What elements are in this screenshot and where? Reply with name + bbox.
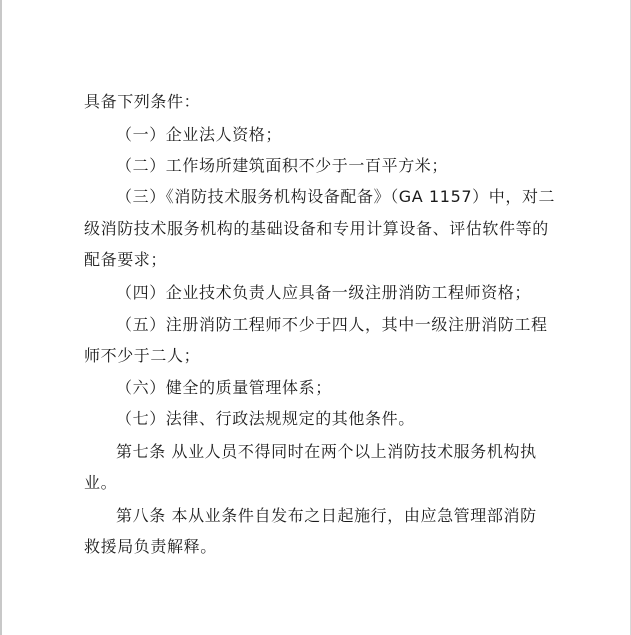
text-line-item-3-cont-1: 级消防技术服务机构的基础设备和专用计算设备、评估软件等的 — [84, 219, 549, 238]
text-line-article-8: 第八条 本从业条件自发布之日起施行，由应急管理部消防 — [116, 506, 537, 525]
text-line-item-6: （六）健全的质量管理体系； — [116, 378, 332, 397]
text-line-conditions-intro: 具备下列条件： — [84, 92, 201, 111]
text-line-item-5: （五）注册消防工程师不少于四人，其中一级注册消防工程 — [116, 315, 548, 334]
text-line-article-7: 第七条 从业人员不得同时在两个以上消防技术服务机构执 — [116, 442, 537, 461]
text-line-item-7: （七）法律、行政法规规定的其他条件。 — [116, 409, 415, 428]
text-line-item-4: （四）企业技术负责人应具备一级注册消防工程师资格； — [116, 283, 532, 302]
text-line-article-8-cont: 救援局负责解释。 — [84, 537, 217, 556]
text-line-item-3-cont-2: 配备要求； — [84, 250, 168, 269]
text-line-item-2: （二）工作场所建筑面积不少于一百平方米； — [116, 156, 449, 175]
page-left-border — [0, 0, 2, 635]
text-line-item-3: （三）《消防技术服务机构设备配备》（GA 1157）中，对二 — [116, 187, 556, 206]
text-line-item-1: （一）企业法人资格； — [116, 125, 283, 144]
text-line-article-7-cont: 业。 — [84, 473, 118, 492]
text-line-item-5-cont: 师不少于二人； — [84, 346, 201, 365]
